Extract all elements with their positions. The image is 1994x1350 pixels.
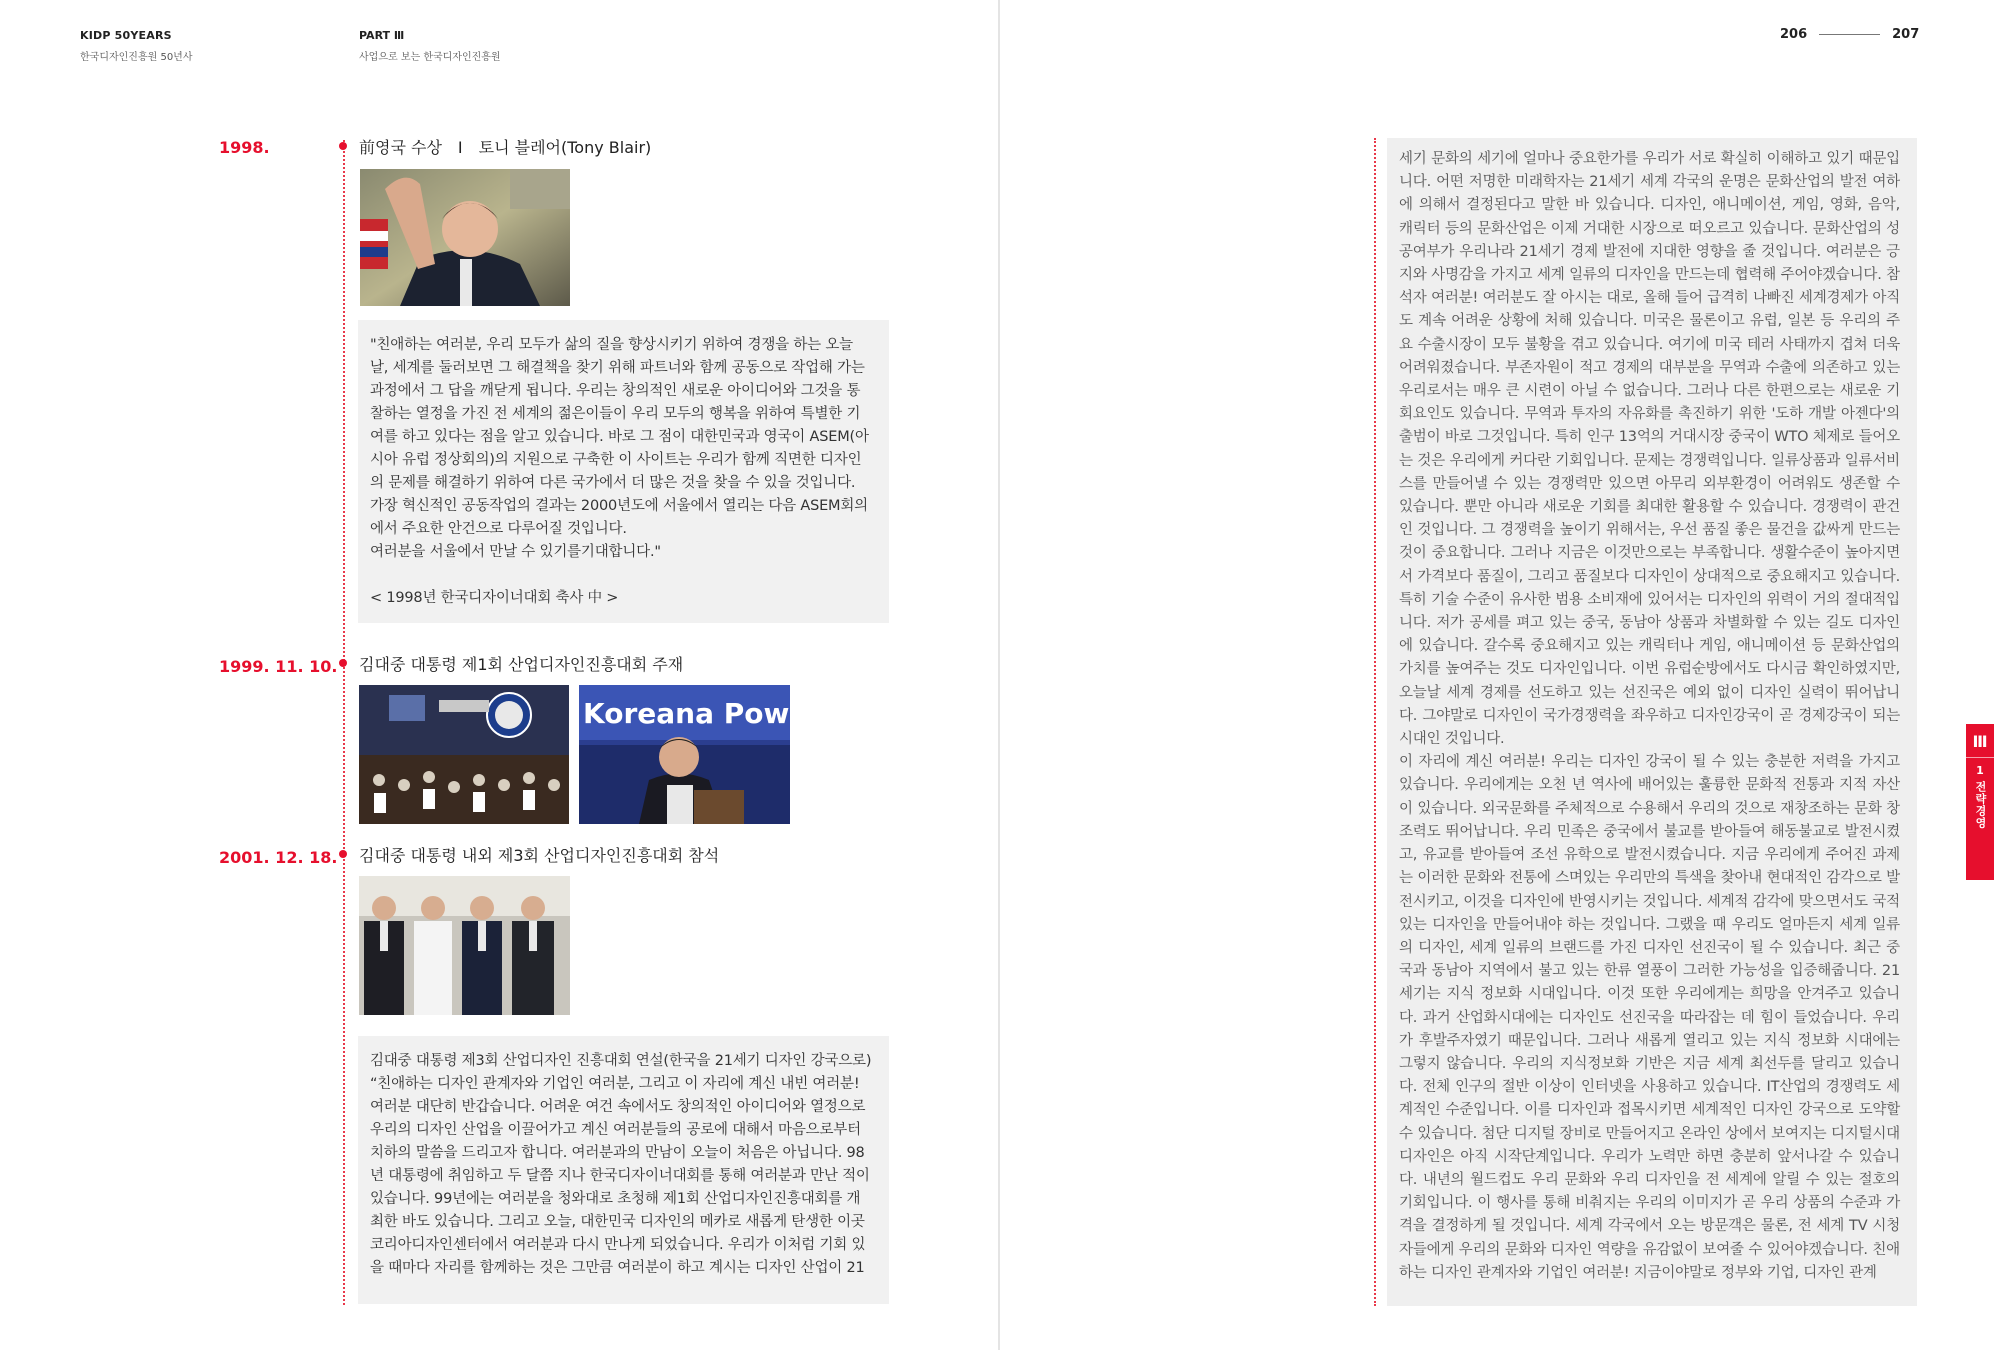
tony-blair-photo [360,169,570,306]
president-couple-event-photo [359,876,570,1015]
timeline-dot [339,142,347,150]
brand-subtitle: 한국디자인진흥원 50년사 [80,52,193,63]
chapter-side-tab [1966,724,1994,880]
kim-speech-text: 김대중 대통령 제3회 산업디자인 진흥대회 연설(한국을 21세기 디자인 강국으로) “친애하는 디자인 관계자와 기업인 여러분, 그리고 이 자리에 계신 내빈 여러분! 여러분 대단히 반갑습니다. 어려운 여건 속에서도 창의적인 아이디어와 열정으로 우리의 디자인 산업을 이끌어가고 계신 여러분들의 공로에 대해서 마음으로부터 치하의 말씀을 드리고자 합니다. 여러분과의 만남이 오늘이 처음은 아닙니다. 98 년 대통령에 취임하고 두 달쯤 지나 한국디자이너대회를 통해 여러분과 만난 적이 있습니다. 99년에는 여러분을 청와대로 초청해 제1회 산업디자인진흥대회를 개 최한 바도 있습니다. 그리고 오늘, 대한민국 디자인의 메카로 새롭게 탄생한 이곳 코리아디자인센터에서 여러분과 다시 만나게 되었습니다. 우리가 이처럼 기회 있 을 때마다 자리를 함께하는 것은 그만큼 여러분이 하고 계시는 디자인 산업이 21 [370,1053,872,1276]
article-margin-line [1374,138,1376,1306]
part-title: PART Ⅲ [359,29,405,42]
timeline-title: 前영국 수상 I 토니 블레어(Tony Blair) [359,138,652,157]
design-promotion-ceremony-photo [359,685,569,824]
page-numbers [1780,27,1919,42]
brand-title: KIDP 50YEARS [80,29,172,42]
timeline-line [343,140,345,1305]
kim-speech-box [358,1036,889,1304]
timeline-dot [339,850,347,858]
page-number-separator [1819,34,1880,35]
page-number-left: 206 [1780,27,1808,42]
timeline-date: 2001. 12. 18. [219,848,338,867]
tab-chapter-number: 1 [1976,764,1984,777]
speech-continuation [1387,138,1917,1306]
speech-paragraph: 세기 문화의 세기에 얼마나 중요한가를 우리가 서로 확실히 이해하고 있기 때문입니다. 어떤 저명한 미래학자는 21세기 세계 각국의 운명은 문화산업의 발전 여하에 의해서 결정된다고 말한 바 있습니다. 디자인, 애니메이션, 게임, 영화, 음악, 캐릭터 등의 문화산업은 이제 거대한 시장으로 떠오르고 있습니다. 문화산업의 성공여부가 우리나라 21세기 경제 발전에 지대한 영향을 줄 것입니다. 여러분은 긍지와 사명감을 가지고 세계 일류의 디자인을 만드는데 협력해 주어야겠습니다. 참석자 여러분! 여러분도 잘 아시는 대로, 올해 들어 급격히 나빠진 세계경제가 아직도 계속 어려운 상황에 처해 있습니다. 미국은 물론이고 유럽, 일본 등 우리의 주요 수출시장이 모두 불황을 겪고 있습니다. 여기에 미국 테러 사태까지 겹쳐 더욱 어려워졌습니다. 부존자원이 적고 경제의 대부분을 무역과 수출에 의존하고 있는 우리로서는 매우 큰 시련이 아닐 수 없습니다. 그러나 다른 한편으로는 새로운 기회요인도 있습니다. 무역과 투자의 자유화를 촉진하기 위한 '도하 개발 아젠다'의 출범이 바로 그것입니다. 특히 인구 13억의 거대시장 중국이 WTO 체제로 들어오는 것은 우리에게 커다란 기회입니다. 문제는 경쟁력입니다. 일류상품과 일류서비스를 만들어낼 수 있는 경쟁력만 있으면 아무리 외부환경이 어려워도 생존할 수 있습니다. 뿐만 아니라 새로운 기회를 최대한 활용할 수 있습니다. 경쟁력이 관건인 것입니다. 그 경쟁력을 높이기 위해서는, 우선 품질 좋은 물건을 값싸게 만드는 것이 중요합니다. 그러나 지금은 이것만으로는 부족합니다. 생활수준이 높아지면서 가격보다 품질이, 그리고 품질보다 디자인이 상대적으로 중요해지고 있습니다. 특히 기술 수준이 유사한 범용 소비재에 있어서는 디자인의 위력이 거의 절대적입니다. 저가 공세를 펴고 있는 중국, 동남아 상품과 차별화할 수 있는 길도 디자인에 있습니다. 갈수록 중요해지고 있는 캐릭터나 게임, 애니메이션 등 문화산업의 가치를 높여주는 것도 디자인입니다. 이번 유럽순방에서도 다시금 확인하였지만, 오늘날 세계 경제를 선도하고 있는 선진국은 예외 없이 디자인 실력이 뛰어납니다. 그야말로 디자인이 국가경쟁력을 좌우하고 디자인강국이 곧 경제강국이 되는 시대인 것입니다. [1399,151,1900,748]
timeline-date: 1999. 11. 10. [219,657,338,676]
koreana-power-banner: Koreana Power [583,697,823,730]
blair-quote-text: "친애하는 여러분, 우리 모두가 삶의 질을 향상시키기 위하여 경쟁을 하는 오늘 날, 세계를 둘러보면 그 해결책을 찾기 위해 파트너와 함께 공동으로 작업해 가는 과정에서 그 답을 깨닫게 됩니다. 우리는 창의적인 새로운 아이디어와 그것을 통 찰하는 열정을 가진 전 세계의 젊은이들이 우리 모두의 행복을 위하여 특별한 기 여를 하고 있다는 점을 알고 있습니다. 바로 그 점이 대한민국과 영국이 ASEM(아 시아 유럽 정상회의)의 지원으로 구축한 이 사이트는 우리가 함께 직면한 디자인 의 문제를 해결하기 위하여 다른 국가에서 더 많은 것을 찾을 수 있을 것입니다. 가장 혁신적인 공동작업의 결과는 2000년도에 서울에서 열리는 다음 ASEM회의 에서 주요한 안건으로 다루어질 것입니다. 여러분을 서울에서 만날 수 있기를기대합니다." < 1998년 한국디자이너대회 축사 中 > [370,337,869,606]
timeline-title: 김대중 대통령 내외 제3회 산업디자인진흥대회 참석 [359,846,720,865]
president-speech-photo [579,685,823,824]
page-divider [998,0,1000,1350]
tab-part-numeral: Ⅲ [1972,732,1988,751]
part-subtitle: 사업으로 보는 한국디자인진흥원 [359,52,501,63]
page-number-right: 207 [1892,27,1920,42]
speech-paragraph: 이 자리에 계신 여러분! 우리는 디자인 강국이 될 수 있는 충분한 저력을 가지고 있습니다. 우리에게는 오천 년 역사에 배어있는 훌륭한 문화적 전통과 지적 자산이 있습니다. 외국문화를 주체적으로 수용해서 우리의 것으로 재창조하는 문화 창조력도 뛰어납니다. 우리 민족은 중국에서 불교를 받아들여 해동불교로 발전시켰고, 유교를 받아들여 조선 유학으로 발전시켰습니다. 지금 우리에게 주어진 과제는 이러한 문화와 전통에 스며있는 우리만의 특색을 찾아내 현대적인 감각으로 발전시키고, 이것을 디자인에 반영시키는 것입니다. 세계적 감각에 맞으면서도 국적있는 디자인을 만들어내야 하는 것입니다. 그랬을 때 우리도 얼마든지 세계 일류의 디자인, 세계 일류의 브랜드를 가진 디자인 선진국이 될 수 있습니다. 최근 중국과 동남아 지역에서 불고 있는 한류 열풍이 그러한 가능성을 입증해줍니다. 21세기는 지식 정보화 시대입니다. 이것 또한 우리에게는 희망을 안겨주고 있습니다. 과거 산업화시대에는 디자인도 선진국을 따라잡는 데 힘이 들었습니다. 우리가 후발주자였기 때문입니다. 그러나 새롭게 열리고 있는 지식 정보화 시대에는 그렇지 않습니다. 우리의 지식정보화 기반은 지금 세계 최선두를 달리고 있습니다. 전체 인구의 절반 이상이 인터넷을 사용하고 있습니다. IT산업의 경쟁력도 세계적인 수준입니다. 이를 디자인과 접목시키면 세계적인 디자인 강국으로 도약할 수 있습니다. 첨단 디지털 장비로 만들어지고 온라인 상에서 보여지는 디지털시대 디자인은 아직 시작단계입니다. 우리가 노력만 하면 충분히 앞서나갈 수 있습니다. 내년의 월드컵도 우리 문화와 우리 디자인을 전 세계에 알릴 수 있는 절호의 기회입니다. 이 행사를 통해 비춰지는 우리의 이미지가 곧 우리 상품의 수준과 가격을 결정하게 될 것입니다. 세계 각국에서 오는 방문객은 물론, 전 세계 TV 시청자들에게 우리의 문화와 디자인 역량을 유감없이 보여줄 수 있어야겠습니다. 친애하는 디자인 관계자와 기업인 여러분! 지금이야말로 정부와 기업, 디자인 관계 [1399,754,1900,1281]
timeline-date: 1998. [219,138,270,157]
timeline-dot [339,659,347,667]
blair-quote-box [358,320,889,623]
tab-divider [1966,757,1994,758]
running-header-part [359,29,501,63]
tab-chapter-label: 전략경영 [1974,781,1987,829]
timeline-title: 김대중 대통령 제1회 산업디자인진흥대회 주재 [359,655,684,674]
running-header-brand [80,29,193,63]
